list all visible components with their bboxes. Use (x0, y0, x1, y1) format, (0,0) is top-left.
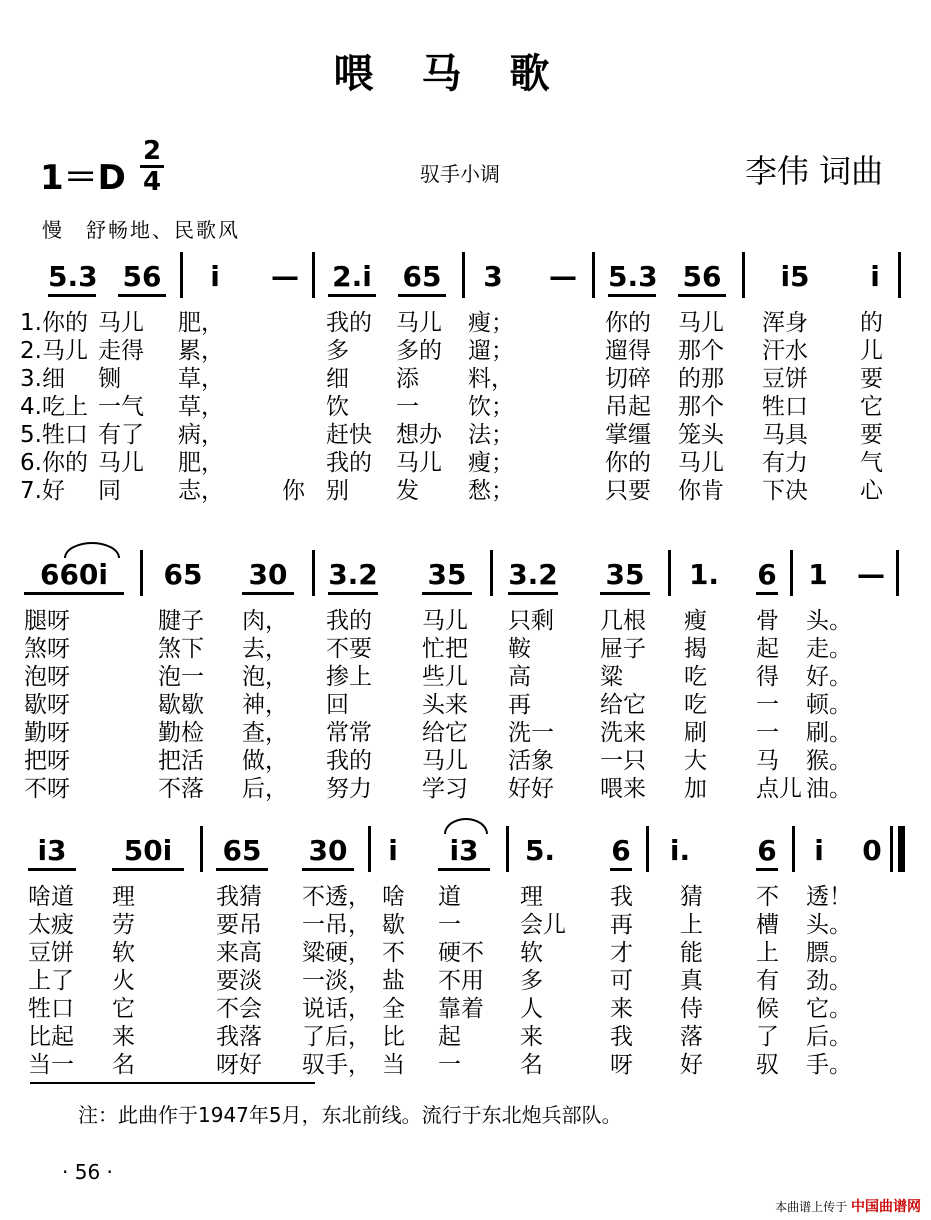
time-bottom: 4 (142, 167, 162, 197)
lyric-line (20, 444, 910, 476)
lyric-word: 上 (756, 940, 779, 966)
lyric-word: 马儿 (396, 450, 442, 476)
lyric-word: 神， (242, 692, 288, 718)
lyric-word: 它 (112, 996, 135, 1022)
lyric-word: 头。 (806, 912, 852, 938)
lyric-word: 一 (438, 912, 461, 938)
lyric-word: 几根 (600, 608, 646, 634)
watermark-text: 本曲谱上传于 (775, 1200, 848, 1214)
lyric-word: 粱硬， (302, 940, 371, 966)
lyric-word: 心 (860, 478, 883, 504)
watermark-site: 中国曲谱网 (851, 1199, 921, 1215)
lyric-word: 了 (756, 1024, 779, 1050)
lyric-word: 洗一 (508, 720, 554, 746)
footnote: 注：此曲作于1947年5月，东北前线。流行于东北炮兵部队。 (78, 1103, 622, 1127)
lyric-word: 点儿 (756, 776, 802, 802)
lyric-word: 肥， (178, 310, 224, 336)
lyric-word: 我猜 (216, 884, 262, 910)
lyric-word: 多的 (396, 338, 442, 364)
lyric-line (20, 416, 910, 448)
lyric-word: 你的 (605, 450, 651, 476)
tempo-marking: 慢 舒畅地、民歌风 (42, 218, 240, 242)
watermark (775, 1196, 921, 1216)
lyric-word: 马儿 (422, 608, 468, 634)
note: 0 (862, 834, 882, 867)
note: i (814, 834, 824, 867)
lyric-word: 不落 (158, 776, 204, 802)
lyric-word: 牲口 (762, 394, 808, 420)
lyric-word: 你肯 (678, 478, 724, 504)
lyric-word: 鞍 (508, 636, 531, 662)
lyric-word: 5.牲口 (20, 422, 88, 448)
lyric-line (20, 906, 910, 938)
lyric-word: 马儿 (98, 450, 144, 476)
lyric-word: 全 (382, 996, 405, 1022)
lyric-word: 好。 (806, 664, 852, 690)
notes-row (20, 252, 910, 304)
lyric-word: 上 (680, 912, 703, 938)
lyric-line (20, 714, 910, 746)
lyric-word: 屉子 (600, 636, 646, 662)
lyric-word: 再 (610, 912, 633, 938)
lyric-line (20, 304, 910, 336)
lyric-word: 笼头 (678, 422, 724, 448)
lyric-word: 1.你的 (20, 310, 88, 336)
lyric-word: 7.好 (20, 478, 65, 504)
lyric-word: 歇歇 (158, 692, 204, 718)
lyric-word: 饮； (468, 394, 514, 420)
lyric-word: 别 (326, 478, 349, 504)
lyric-word: 得 (756, 664, 779, 690)
lyric-word: 好好 (508, 776, 554, 802)
lyric-word: 马儿 (678, 450, 724, 476)
note: — (857, 558, 885, 591)
lyric-word: 我 (610, 884, 633, 910)
note: 30 (302, 834, 354, 871)
lyric-word: 硬不 (438, 940, 484, 966)
lyric-word: 槽 (756, 912, 779, 938)
lyric-word: 做， (242, 748, 288, 774)
lyric-word: 勤呀 (24, 720, 70, 746)
lyric-word: 要淡 (216, 968, 262, 994)
lyric-word: 人 (520, 996, 543, 1022)
lyric-word: 马儿 (396, 310, 442, 336)
lyric-word: 铡 (98, 366, 121, 392)
lyric-word: 常常 (326, 720, 372, 746)
lyric-word: 落 (680, 1024, 703, 1050)
lyric-word: 候 (756, 996, 779, 1022)
lyric-word: 些儿 (422, 664, 468, 690)
lyric-word: 盐 (382, 968, 405, 994)
lyric-word: 我的 (326, 748, 372, 774)
lyric-word: 只剩 (508, 608, 554, 634)
lyric-word: 后， (242, 776, 288, 802)
lyric-word: 瘦 (684, 608, 707, 634)
lyric-line (20, 934, 910, 966)
lyric-word: 添 (396, 366, 419, 392)
lyric-word: 2.马儿 (20, 338, 88, 364)
lyric-word: 一 (438, 1052, 461, 1078)
lyric-word: 呀 (610, 1052, 633, 1078)
note: 2.i (328, 260, 376, 297)
lyric-word: 浑身 (762, 310, 808, 336)
lyric-word: 儿 (860, 338, 883, 364)
lyric-word: 太疲 (28, 912, 74, 938)
lyric-word: 去， (242, 636, 288, 662)
lyric-word: 豆饼 (762, 366, 808, 392)
lyric-line (20, 686, 910, 718)
lyric-word: 会儿 (520, 912, 566, 938)
lyric-word: 它。 (806, 996, 852, 1022)
lyric-word: 了后， (302, 1024, 371, 1050)
lyric-word: 歇 (382, 912, 405, 938)
lyric-word: 要吊 (216, 912, 262, 938)
lyric-word: 4.吃上 (20, 394, 88, 420)
lyric-word: 活象 (508, 748, 554, 774)
song-style: 驭手小调 (420, 162, 500, 186)
note: 3.2 (328, 558, 378, 595)
lyric-word: 油。 (806, 776, 852, 802)
lyric-word: 掺上 (326, 664, 372, 690)
lyric-word: 再 (508, 692, 531, 718)
note: 5.3 (608, 260, 656, 297)
note: 3 (483, 260, 503, 293)
note: 65 (398, 260, 446, 297)
lyric-word: 一 (396, 394, 419, 420)
lyric-word: 软 (112, 940, 135, 966)
lyric-line (20, 658, 910, 690)
lyric-word: 有 (756, 968, 779, 994)
note: i. (669, 834, 691, 867)
lyric-word: 我的 (326, 310, 372, 336)
lyric-word: 一 (756, 720, 779, 746)
lyric-word: 发 (396, 478, 419, 504)
lyric-word: 不呀 (24, 776, 70, 802)
lyric-line (20, 770, 910, 802)
song-title: 喂马歌 (333, 50, 598, 97)
lyric-word: 吊起 (605, 394, 651, 420)
lyric-word: 草， (178, 366, 224, 392)
lyric-word: 下决 (762, 478, 808, 504)
note: i5 (780, 260, 810, 293)
lyric-word: 走。 (806, 636, 852, 662)
lyric-word: 来 (610, 996, 633, 1022)
lyric-word: 给它 (600, 692, 646, 718)
note: i (388, 834, 398, 867)
note: 56 (118, 260, 166, 297)
lyric-word: 洗来 (600, 720, 646, 746)
time-signature (138, 138, 166, 195)
lyric-word: 不 (756, 884, 779, 910)
lyric-word: 头来 (422, 692, 468, 718)
lyric-line (20, 602, 910, 634)
lyric-word: 的那 (678, 366, 724, 392)
lyric-word: 一 (756, 692, 779, 718)
lyric-word: 后。 (806, 1024, 852, 1050)
lyric-word: 劲。 (806, 968, 852, 994)
lyric-word: 加 (684, 776, 707, 802)
lyric-word: 饮 (326, 394, 349, 420)
lyric-word: 一只 (600, 748, 646, 774)
lyric-word: 当 (382, 1052, 405, 1078)
lyric-word: 粱 (600, 664, 623, 690)
lyric-word: 肉， (242, 608, 288, 634)
note: 65 (163, 558, 203, 591)
lyric-word: 多 (520, 968, 543, 994)
lyric-word: 不要 (326, 636, 372, 662)
lyric-word: 病， (178, 422, 224, 448)
lyric-word: 把呀 (24, 748, 70, 774)
lyric-word: 啥 (382, 884, 405, 910)
lyric-word: 歇呀 (24, 692, 70, 718)
lyric-word: 多 (326, 338, 349, 364)
lyric-word: 可 (610, 968, 633, 994)
lyric-word: 马儿 (98, 310, 144, 336)
score-system-2 (20, 550, 910, 802)
lyric-word: 泡一 (158, 664, 204, 690)
lyric-word: 来 (112, 1024, 135, 1050)
lyric-word: 马儿 (678, 310, 724, 336)
song-author: 李伟 词曲 (745, 152, 884, 190)
lyric-word: 侍 (680, 996, 703, 1022)
lyric-word: 遛得 (605, 338, 651, 364)
lyric-word: 同 (98, 478, 121, 504)
note: 3.2 (508, 558, 558, 595)
lyric-word: 一吊， (302, 912, 371, 938)
lyric-word: 6.你的 (20, 450, 88, 476)
lyric-word: 一气 (98, 394, 144, 420)
lyric-word: 我落 (216, 1024, 262, 1050)
lyric-word: 吃 (684, 692, 707, 718)
lyric-word: 呀好 (216, 1052, 262, 1078)
lyric-word: 只要 (605, 478, 651, 504)
lyric-line (20, 360, 910, 392)
lyric-word: 比 (382, 1024, 405, 1050)
lyric-word: 我 (610, 1024, 633, 1050)
lyric-word: 啥道 (28, 884, 74, 910)
lyric-word: 火 (112, 968, 135, 994)
lyric-word: 查， (242, 720, 288, 746)
lyric-word: 煞呀 (24, 636, 70, 662)
lyric-word: 猜 (680, 884, 703, 910)
lyric-line (20, 742, 910, 774)
lyric-word: 料， (468, 366, 514, 392)
note: 660i (24, 558, 124, 595)
lyric-word: 高 (508, 664, 531, 690)
lyric-word: 来高 (216, 940, 262, 966)
lyric-word: 手。 (806, 1052, 852, 1078)
lyric-word: 劳 (112, 912, 135, 938)
lyric-word: 愁； (468, 478, 514, 504)
lyric-word: 忙把 (422, 636, 468, 662)
lyric-word: 努力 (326, 776, 372, 802)
lyric-word: 名 (112, 1052, 135, 1078)
note: 30 (242, 558, 294, 595)
lyric-word: 比起 (28, 1024, 74, 1050)
note: 56 (678, 260, 726, 297)
lyric-word: 说话， (302, 996, 371, 1022)
lyric-word: 细 (326, 366, 349, 392)
lyric-word: 不透， (302, 884, 371, 910)
lyric-word: 3.细 (20, 366, 65, 392)
time-top: 2 (142, 136, 162, 166)
lyric-word: 泡呀 (24, 664, 70, 690)
lyric-word: 骨 (756, 608, 779, 634)
lyric-line (20, 1018, 910, 1050)
lyric-word: 刷。 (806, 720, 852, 746)
lyric-word: 不 (382, 940, 405, 966)
notes-row (20, 826, 910, 878)
lyric-word: 不用 (438, 968, 484, 994)
lyric-word: 透！ (806, 884, 852, 910)
lyric-word: 豆饼 (28, 940, 74, 966)
notes-row (20, 550, 910, 602)
lyric-line (20, 332, 910, 364)
lyric-word: 真 (680, 968, 703, 994)
lyric-word: 起 (438, 1024, 461, 1050)
lyric-line (20, 878, 910, 910)
lyric-word: 肥， (178, 450, 224, 476)
lyric-word: 马儿 (422, 748, 468, 774)
lyric-word: 猴。 (806, 748, 852, 774)
lyric-word: 累， (178, 338, 224, 364)
lyric-word: 草， (178, 394, 224, 420)
lyric-word: 那个 (678, 338, 724, 364)
lyric-word: 瘦； (468, 310, 514, 336)
lyric-word: 来 (520, 1024, 543, 1050)
lyric-word: 驭 (756, 1052, 779, 1078)
lyric-word: 把活 (158, 748, 204, 774)
lyric-word: 好 (680, 1052, 703, 1078)
lyric-line (20, 962, 910, 994)
lyric-word: 切碎 (605, 366, 651, 392)
note: 35 (422, 558, 472, 595)
lyric-word: 上了 (28, 968, 74, 994)
lyric-word: 能 (680, 940, 703, 966)
note: i3 (438, 834, 490, 871)
note: 1. (688, 558, 720, 591)
lyric-word: 遛； (468, 338, 514, 364)
lyric-word: 软 (520, 940, 543, 966)
note: 35 (600, 558, 650, 595)
lyric-word: 刷 (684, 720, 707, 746)
lyric-word: 煞下 (158, 636, 204, 662)
lyric-word: 牲口 (28, 996, 74, 1022)
lyric-word: 我的 (326, 450, 372, 476)
lyric-word: 汗水 (762, 338, 808, 364)
note: 65 (216, 834, 268, 871)
lyric-word: 马具 (762, 422, 808, 448)
lyric-word: 要 (860, 422, 883, 448)
lyric-word: 喂来 (600, 776, 646, 802)
note: 5.3 (48, 260, 96, 297)
note: 6 (756, 834, 778, 871)
lyric-word: 大 (684, 748, 707, 774)
lyric-word: 泡， (242, 664, 288, 690)
lyric-word: 马 (756, 748, 779, 774)
lyric-line (20, 1046, 910, 1078)
lyric-word: 学习 (422, 776, 468, 802)
note: — (549, 260, 577, 293)
lyric-line (20, 990, 910, 1022)
note: 50i (112, 834, 184, 871)
lyric-word: 你 (282, 478, 305, 504)
note: i (210, 260, 220, 293)
lyric-word: 给它 (422, 720, 468, 746)
lyric-word: 腿呀 (24, 608, 70, 634)
lyric-word: 理 (112, 884, 135, 910)
lyric-word: 回 (326, 692, 349, 718)
lyric-word: 要 (860, 366, 883, 392)
lyric-word: 那个 (678, 394, 724, 420)
lyric-word: 有了 (98, 422, 144, 448)
footnote-rule (30, 1082, 315, 1084)
lyric-word: 理 (520, 884, 543, 910)
note: — (271, 260, 299, 293)
lyric-line (20, 472, 910, 504)
lyric-word: 气 (860, 450, 883, 476)
lyric-word: 法； (468, 422, 514, 448)
lyric-word: 吃 (684, 664, 707, 690)
lyric-word: 靠着 (438, 996, 484, 1022)
lyric-word: 名 (520, 1052, 543, 1078)
lyric-word: 勤检 (158, 720, 204, 746)
lyric-word: 当一 (28, 1052, 74, 1078)
lyric-word: 揭 (684, 636, 707, 662)
key-signature: 1＝D (40, 158, 126, 198)
lyric-word: 的 (860, 310, 883, 336)
lyric-word: 掌缰 (605, 422, 651, 448)
page-number: · 56 · (62, 1160, 113, 1184)
note: 5. (524, 834, 556, 867)
lyric-word: 赶快 (326, 422, 372, 448)
score-system-3 (20, 826, 910, 1078)
note: i (870, 260, 880, 293)
lyric-word: 顿。 (806, 692, 852, 718)
lyric-word: 志， (178, 478, 224, 504)
lyric-word: 驭手， (302, 1052, 371, 1078)
lyric-word: 膘。 (806, 940, 852, 966)
lyric-line (20, 388, 910, 420)
lyric-word: 起 (756, 636, 779, 662)
lyric-word: 走得 (98, 338, 144, 364)
lyric-word: 瘦； (468, 450, 514, 476)
lyric-word: 头。 (806, 608, 852, 634)
lyric-word: 它 (860, 394, 883, 420)
note: 6 (756, 558, 778, 595)
note: 1 (808, 558, 828, 591)
lyric-word: 有力 (762, 450, 808, 476)
lyric-word: 你的 (605, 310, 651, 336)
lyric-word: 不会 (216, 996, 262, 1022)
note: i3 (28, 834, 76, 871)
lyric-word: 想办 (396, 422, 442, 448)
lyric-word: 我的 (326, 608, 372, 634)
score-system-1 (20, 252, 910, 504)
note: 6 (610, 834, 632, 871)
lyric-line (20, 630, 910, 662)
lyric-word: 才 (610, 940, 633, 966)
lyric-word: 道 (438, 884, 461, 910)
lyric-word: 一淡， (302, 968, 371, 994)
lyric-word: 腱子 (158, 608, 204, 634)
